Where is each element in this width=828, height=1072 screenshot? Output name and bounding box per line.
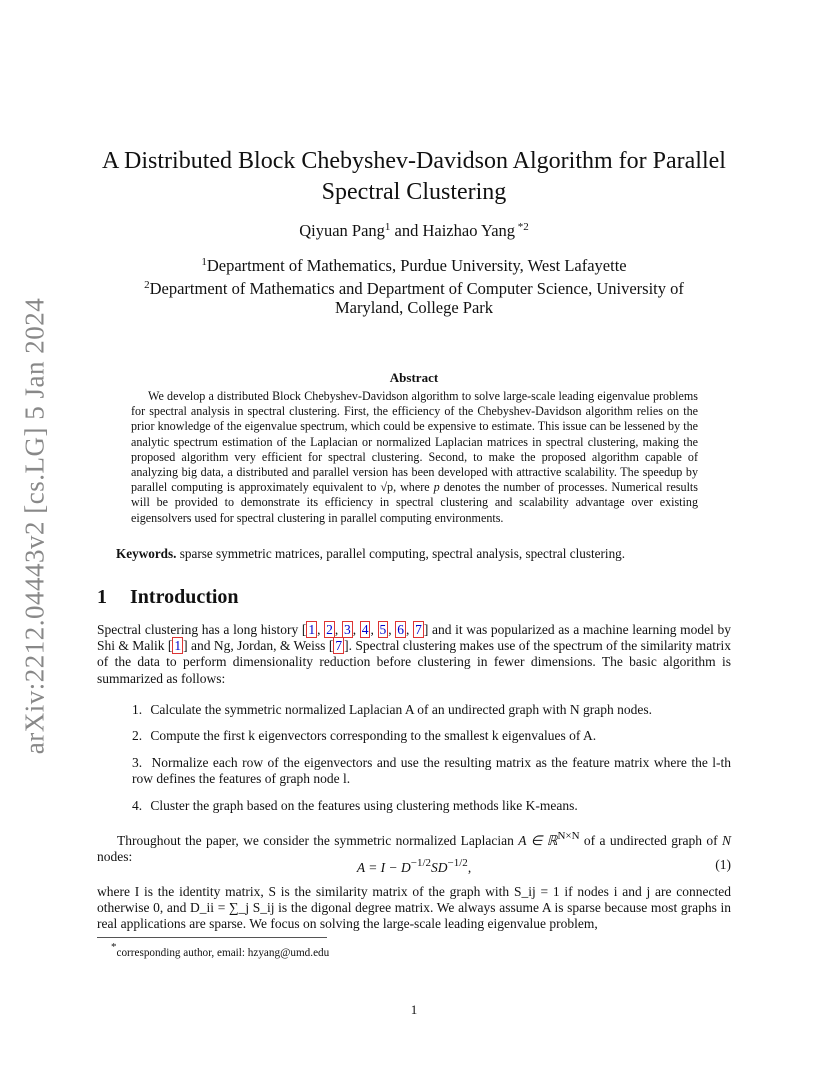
- footnote-text: corresponding author, email: hzyang@umd.edu: [116, 947, 330, 959]
- author-list: [100, 221, 728, 241]
- equation-end: ,: [467, 860, 472, 875]
- node-count: N: [721, 833, 731, 848]
- list-item-number: 1.: [132, 702, 143, 717]
- citation-link[interactable]: 2: [326, 622, 333, 637]
- citation-link[interactable]: 4: [361, 622, 369, 637]
- section-heading: [97, 586, 239, 609]
- citation-link[interactable]: 7: [335, 638, 343, 654]
- keywords-label: Keywords.: [116, 546, 177, 561]
- list-item-number: 2.: [132, 728, 143, 743]
- author-2-affiliation: *2: [515, 221, 529, 233]
- citation-link[interactable]: 7: [415, 622, 422, 637]
- affiliation-2-line-1: Department of Mathematics and Department of Computer Science, University of: [149, 278, 684, 298]
- affiliation-2: [100, 276, 728, 299]
- intro-p2-a: Throughout the paper, we consider the symmetric normalized Laplacian: [117, 833, 519, 848]
- intro-paragraph-1: Spectral clustering has a long history [ 1 , 2 , 3 , 4 , 5 , 6 , 7 ] and it was popularized as a machine learning model by Shi & Malik [ 1 ] and Ng, Jordan, & Weiss [ 7 ]. Spectral clustering makes use of the spectrum of the similarity matrix of the data to perform dimensionality reduction before clustering in fewer dimensions. The basic algorithm is summarized as follows:: [97, 622, 732, 686]
- footnote-divider: [97, 937, 327, 938]
- equation-body: [97, 857, 731, 876]
- keywords: [116, 546, 736, 562]
- abstract-body: [131, 389, 698, 526]
- author-1: Qiyuan Pang: [299, 221, 385, 240]
- author-1-affiliation: 1: [384, 221, 391, 233]
- citation-link[interactable]: 5: [379, 622, 387, 637]
- abstract-heading: Abstract: [389, 370, 439, 385]
- page-number: 1: [410, 1002, 418, 1017]
- title-line-1: A Distributed Block Chebyshev-Davidson Algorithm for Parallel: [102, 148, 726, 174]
- intro-p1-d: . Spectral clustering makes use of the spectrum of the similarity matrix of the data to perform dimensionality reduction before clustering in fewer dimensions. The basic algorithm is summarized as follows:: [97, 638, 731, 686]
- arxiv-identifier: arXiv:2212.04443v2 [cs.LG] 5 Jan 2024: [19, 297, 50, 755]
- sqrt-p: √p: [380, 480, 394, 495]
- abstract-p: p: [433, 480, 440, 495]
- title-line-2: Spectral Clustering: [321, 179, 507, 205]
- footnote-mark: *: [111, 941, 117, 953]
- affiliation-1-mark: 1: [201, 256, 207, 268]
- list-item-number: 3.: [132, 755, 143, 770]
- abstract-text-b: , where: [393, 480, 434, 495]
- laplacian-dimension: N×N: [557, 830, 580, 842]
- intro-p2-b: of a undirected graph of: [579, 833, 722, 848]
- section-number: 1: [97, 586, 107, 608]
- affiliation-2-cont: Maryland, College Park: [334, 298, 494, 317]
- abstract-text-a: We develop a distributed Block Chebyshev-Davidson algorithm to solve large-scale leading eigenvalue problems for spectral analysis in spectral clustering. First, the efficiency of the Chebyshev-Davidson algorithm relies on the prior knowledge of the eigenvalue spectrum, which could be expensive to estimate. This issue can be lessened by the analytic spectrum estimation of the Laplacian or normalized Laplacian matrices in spectral clustering, making the proposed algorithm very efficient for spectral clustering. Second, to make the proposed algorithm capable of analyzing big data, a distributed and parallel version has been developed with attractive scalability. The speedup by parallel computing is approximately equivalent to: [131, 389, 698, 495]
- intro-p2-c: nodes:: [97, 849, 133, 865]
- equation-middle: SD: [431, 860, 448, 875]
- citation-link[interactable]: 6: [397, 622, 405, 637]
- affiliation-2-mark: 2: [144, 278, 150, 291]
- intro-p1-a: Spectral clustering has a long history: [97, 622, 302, 637]
- keywords-text: sparse symmetric matrices, parallel computing, spectral analysis, spectral clustering.: [176, 546, 626, 561]
- list-item-number: 4.: [132, 798, 143, 813]
- affiliations: [100, 253, 728, 318]
- list-item-text: Cluster the graph based on the features using clustering methods like K-means.: [150, 798, 578, 813]
- citation-link[interactable]: 1: [174, 638, 182, 654]
- list-item-text: Normalize each row of the eigenvectors and use the resulting matrix as the feature matrix where the l-th row defines the features of graph node l.: [132, 755, 732, 787]
- affiliation-1: [100, 253, 728, 276]
- list-item: [132, 798, 731, 814]
- equation-exponent-1: −1/2: [410, 857, 432, 869]
- equation-lhs: A = I − D: [356, 860, 411, 875]
- author-conjunction: and: [390, 221, 423, 240]
- paper-title: [100, 146, 728, 208]
- citation-link[interactable]: 3: [343, 622, 351, 637]
- laplacian-domain: A ∈ ℝ: [518, 833, 558, 848]
- list-item: [132, 702, 731, 718]
- equation-exponent-2: −1/2: [447, 857, 468, 869]
- intro-p1-b: and it was popularized as a machine learning model by Shi & Malik: [97, 622, 732, 654]
- citation-link[interactable]: 1: [308, 622, 316, 637]
- list-item-text: Compute the first k eigenvectors corresponding to the smallest k eigenvalues of A.: [150, 728, 597, 743]
- list-item: [132, 755, 731, 787]
- section-title: Introduction: [130, 586, 239, 608]
- intro-paragraph-3: where I is the identity matrix, S is the similarity matrix of the graph with S_ij = 1 if nodes i and j are connected otherwise 0, and D_ii = ∑_j S_ij is the digonal degree matrix. We always assume A is sparse because most graphs in real applications are sparse. We focus on solving the large-scale leading eigenvalue problem,: [97, 884, 731, 932]
- affiliation-1-text: Department of Mathematics, Purdue University, West Lafayette: [206, 256, 627, 275]
- list-item-text: Calculate the symmetric normalized Laplacian A of an undirected graph with N graph nodes.: [150, 702, 652, 717]
- abstract-text-c: denotes the number of processes. Numerical results will be provided to demonstrate its efficiency in spectral clustering and scalability advantage over existing eigensolvers used for spectral clustering in parallel computing environments.: [131, 480, 699, 525]
- author-2: Haizhao Yang: [422, 221, 516, 240]
- equation-label: (1): [715, 857, 731, 872]
- footnote: [111, 941, 329, 959]
- list-item: [132, 728, 731, 744]
- intro-p1-c: and Ng, Jordan, & Weiss: [187, 638, 329, 654]
